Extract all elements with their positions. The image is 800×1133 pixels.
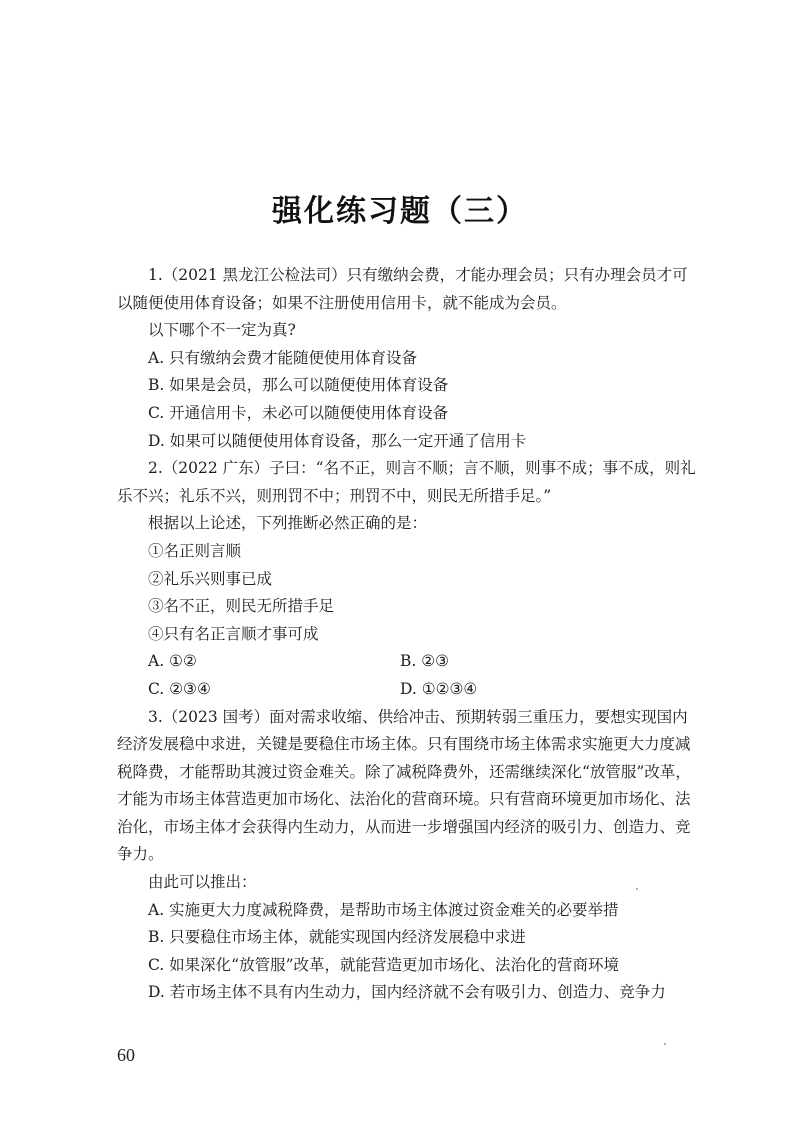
q2-option-c: C. ②③④ — [148, 679, 211, 698]
scan-speck — [636, 888, 638, 890]
page-title: 强化练习题（三） — [272, 194, 528, 229]
q2-option-a: A. ①② — [148, 652, 197, 671]
q3-option-c: C. 如果深化“放管服”改革，就能营造更加市场化、法治化的营商环境 — [148, 955, 620, 974]
q1-option-d: D. 如果可以随便使用体育设备，那么一定开通了信用卡 — [148, 431, 527, 450]
q3-option-d: D. 若市场主体不具有内生动力，国内经济就不会有吸引力、创造力、竞争力 — [148, 983, 666, 1002]
scan-speck — [664, 1043, 666, 1045]
q2-option-d: D. ①②③④ — [400, 679, 478, 698]
q1-question: 以下哪个不一定为真? — [148, 321, 296, 340]
q3-option-a: A. 实施更大力度减税降费，是帮助市场主体渡过资金难关的必要举措 — [148, 900, 619, 919]
q1-option-a: A. 只有缴纳会费才能随便使用体育设备 — [148, 348, 418, 367]
q2-statement-1: ①名正则言顺 — [148, 541, 242, 560]
q2-options-row-2 — [117, 676, 700, 704]
q2-statement-2: ②礼乐兴则事已成 — [148, 569, 273, 588]
q1-stem: 1.（2021 黑龙江公检法司）只有缴纳会费，才能办理会员；只有办理会员才可以随便使用体育设备；如果不注册使用信用卡，就不能成为会员。 — [117, 266, 688, 312]
q2-options-row-1 — [117, 648, 700, 676]
exercise-content — [117, 262, 700, 1007]
q3-option-b: B. 只要稳住市场主体，就能实现国内经济发展稳中求进 — [148, 928, 526, 947]
q2-question: 根据以上论述，下列推断必然正确的是： — [148, 514, 428, 533]
q2-statement-3: ③名不正，则民无所措手足 — [148, 597, 335, 616]
q2-option-b: B. ②③ — [400, 652, 450, 671]
q2-stem: 2.（2022 广东）子曰：“名不正，则言不顺；言不顺，则事不成；事不成，则礼乐不兴；礼乐不兴，则刑罚不中；刑罚不中，则民无所措手足。” — [117, 459, 696, 505]
q3-question: 由此可以推出： — [148, 873, 257, 892]
q1-option-c: C. 开通信用卡，未必可以随便使用体育设备 — [148, 403, 449, 422]
q3-stem: 3.（2023 国考）面对需求收缩、供给冲击、预期转弱三重压力，要想实现国内经济发展稳中求进，关键是要稳住市场主体。只有围绕市场主体需求实施更大力度减税降费，才能帮助其渡过资金难关。除了减税降费外，还需继续深化“放管服”改革，才能为市场主体营造更加市场化、法治化的营商环境。只有营商环境更加市场化、法治化，市场主体才会获得内生动力，从而进一步增强国内经济的吸引力、创造力、竞争力。 — [117, 707, 691, 864]
q2-statement-4: ④只有名正言顺才事可成 — [148, 624, 319, 643]
page-number: 60 — [117, 1045, 135, 1065]
q1-option-b: B. 如果是会员，那么可以随便使用体育设备 — [148, 376, 449, 395]
